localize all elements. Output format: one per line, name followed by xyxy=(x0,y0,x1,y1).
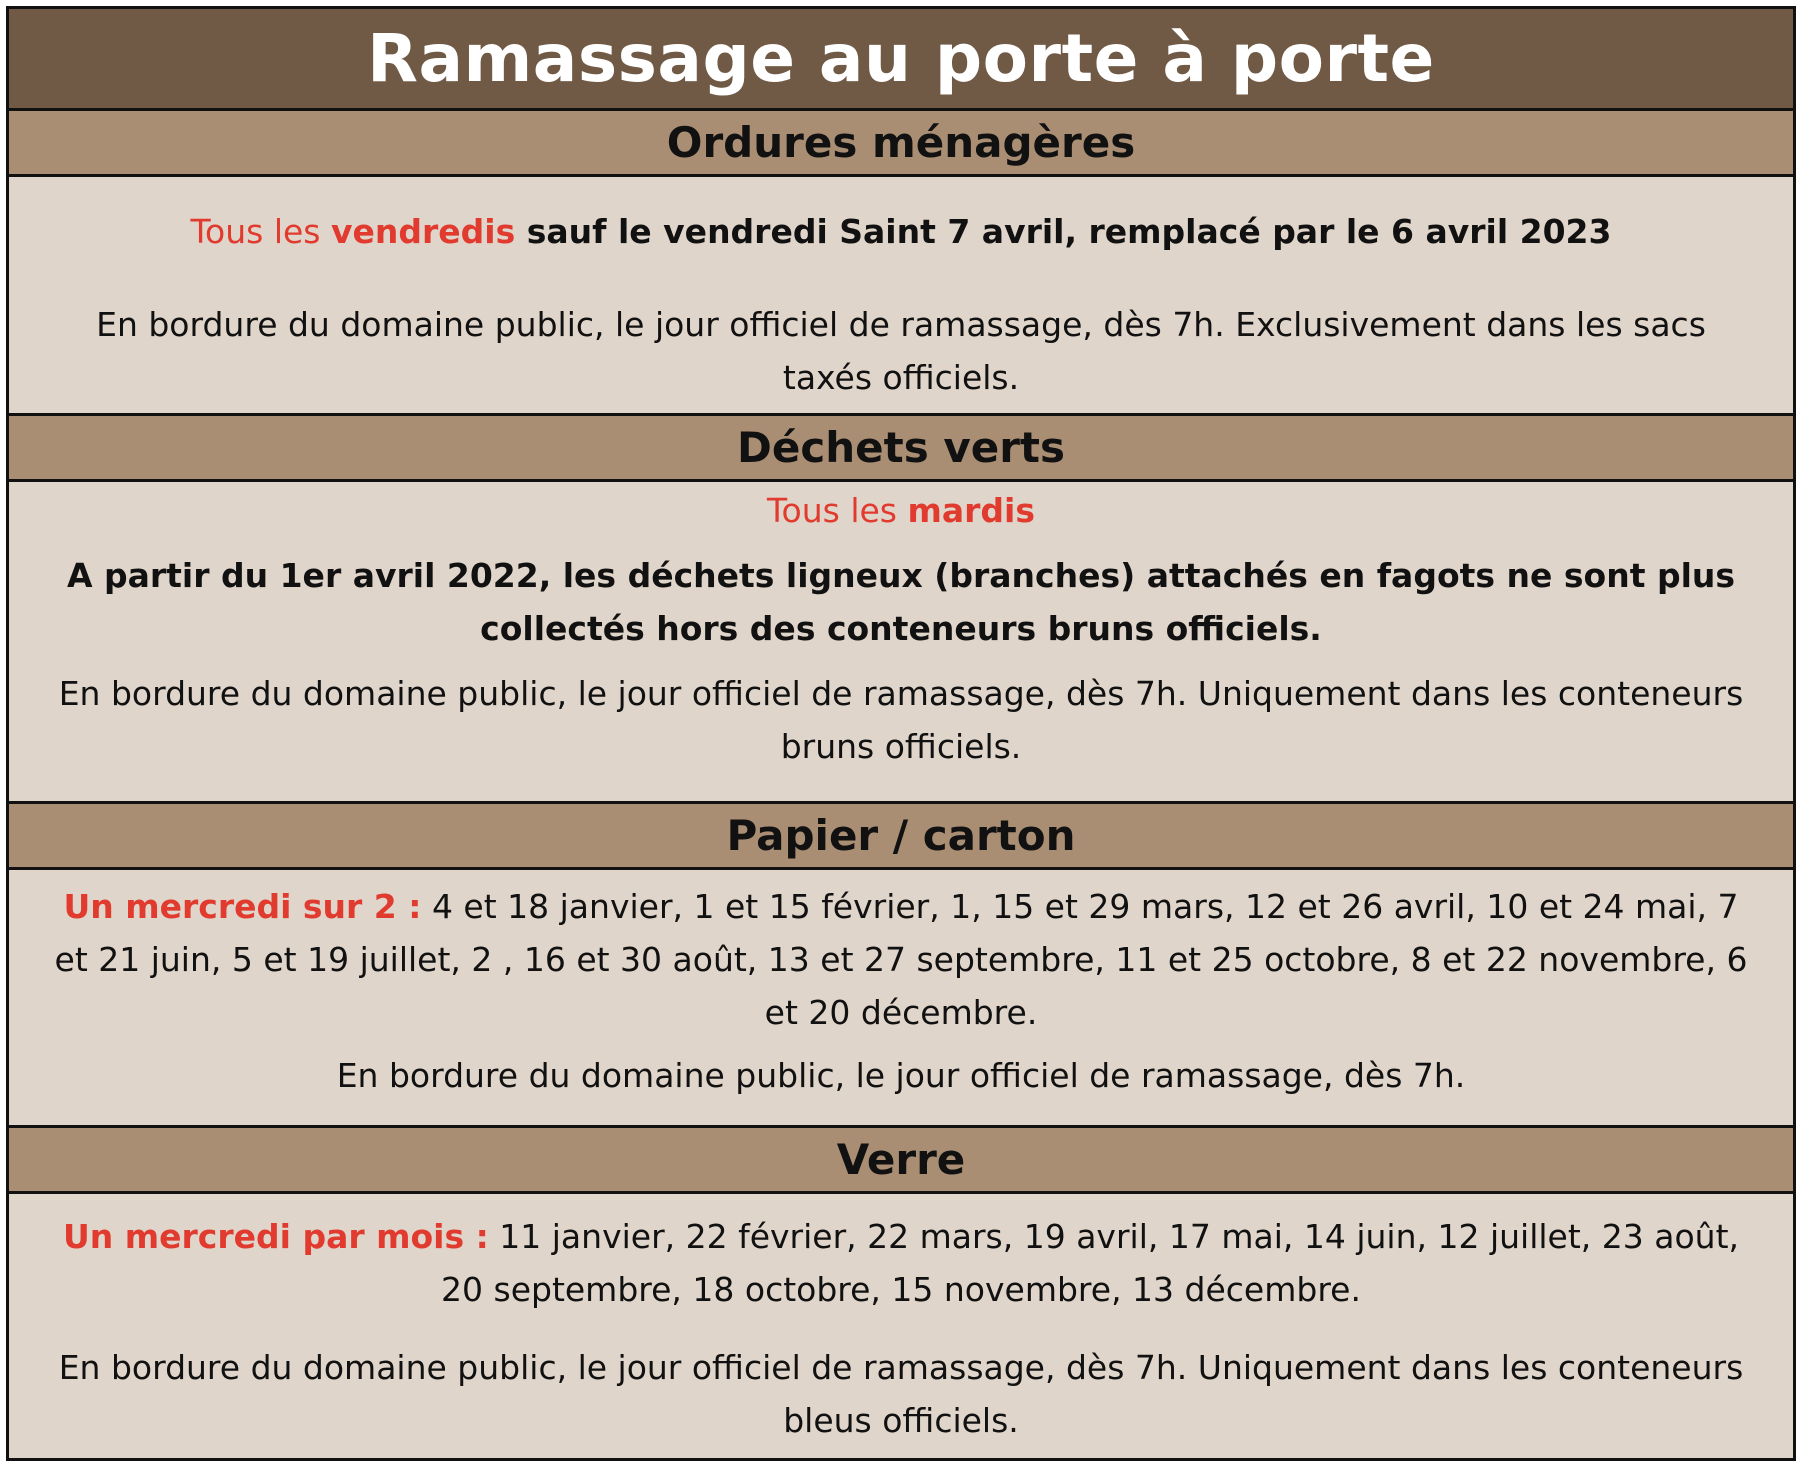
section-heading-ordures: Ordures ménagères xyxy=(9,111,1793,177)
frequency-label: Un mercredi par mois : xyxy=(62,1217,489,1256)
section-heading-verre: Verre xyxy=(9,1128,1793,1194)
schedule-day: vendredis xyxy=(331,212,516,251)
schedule-line xyxy=(49,484,1753,537)
section-body-verre xyxy=(9,1194,1793,1458)
dates-list: 4 et 18 janvier, 1 et 15 février, 1, 15 et 29 mars, 12 et 26 avril, 10 et 24 mai, 7 et 21 juin, 5 et 19 juillet, 2 , 16 et 30 août, 13 et 27 septembre, 11 et 25 octobre, 8 et 22 novembre, 6 et 20 décembre. xyxy=(54,887,1748,1032)
schedule-prefix: Tous les xyxy=(190,212,331,251)
instructions-text: En bordure du domaine public, le jour officiel de ramassage, dès 7h. xyxy=(336,1056,1466,1095)
section-heading-papier-carton: Papier / carton xyxy=(9,804,1793,870)
dates-line xyxy=(49,1210,1753,1316)
schedule-note: sauf le vendredi Saint 7 avril, remplacé par le 6 avril 2023 xyxy=(515,212,1612,251)
section-heading-dechets-verts: Déchets verts xyxy=(9,416,1793,482)
dates-list: 11 janvier, 22 février, 22 mars, 19 avril, 17 mai, 14 juin, 12 juillet, 23 août, 20 septembre, 18 octobre, 15 novembre, 13 décembre. xyxy=(441,1217,1739,1309)
section-body-papier-carton xyxy=(9,870,1793,1128)
instructions-text: En bordure du domaine public, le jour officiel de ramassage, dès 7h. Exclusivement dans les sacs taxés officiels. xyxy=(96,305,1706,397)
schedule-prefix: Tous les xyxy=(766,491,908,530)
section-body-ordures xyxy=(9,177,1793,416)
frequency-label: Un mercredi sur 2 : xyxy=(63,887,422,926)
instructions-text: En bordure du domaine public, le jour officiel de ramassage, dès 7h. Uniquement dans les conteneurs bruns officiels. xyxy=(58,674,1744,766)
notice-text: A partir du 1er avril 2022, les déchets ligneux (branches) attachés en fagots ne sont plus collectés hors des conteneurs bruns officiels. xyxy=(66,556,1736,648)
dates-line xyxy=(49,880,1753,1039)
instructions-text: En bordure du domaine public, le jour officiel de ramassage, dès 7h. Uniquement dans les conteneurs bleus officiels. xyxy=(58,1348,1744,1440)
schedule-day: mardis xyxy=(907,491,1035,530)
schedule-line xyxy=(49,205,1753,258)
collection-schedule-table xyxy=(6,6,1796,1461)
page-title: Ramassage au porte à porte xyxy=(9,9,1793,111)
section-body-dechets-verts xyxy=(9,482,1793,804)
